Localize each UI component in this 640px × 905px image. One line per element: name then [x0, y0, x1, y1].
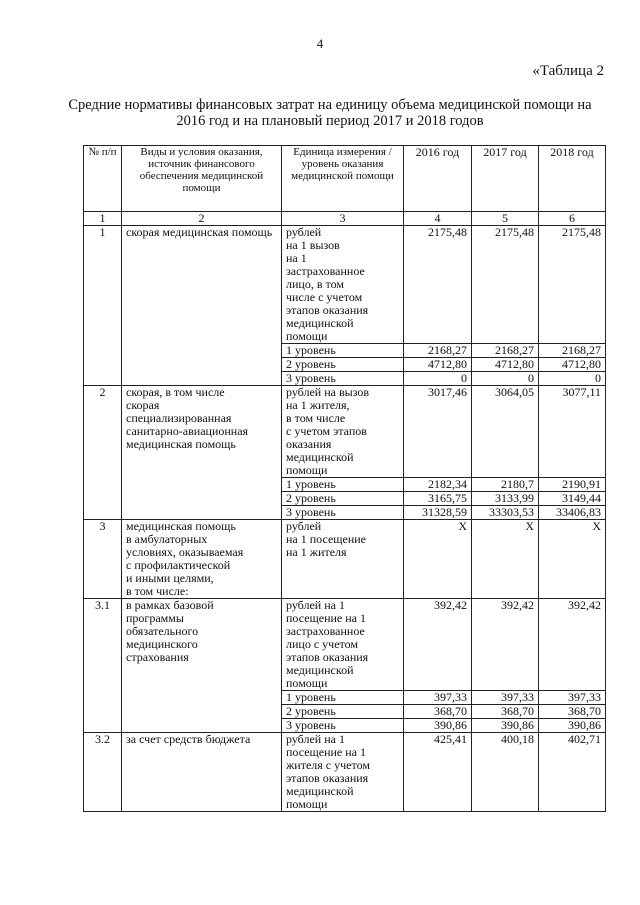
header-2017: 2017 год [472, 146, 539, 212]
level-value-2017: 0 [472, 372, 539, 386]
level-value-2016: 397,33 [404, 691, 472, 705]
level-value-2018: 2168,27 [539, 344, 606, 358]
care-type: за счет средств бюджета [122, 733, 282, 812]
header-2016: 2016 год [404, 146, 472, 212]
unit-of-measure: рублей на 1 вызов на 1 застрахованное лицо, в том числе с учетом этапов оказания медицинской помощи [282, 226, 404, 344]
level-value-2018: 397,33 [539, 691, 606, 705]
level-value-2016: 390,86 [404, 719, 472, 733]
value-2016: 2175,48 [404, 226, 472, 344]
value-2017: 392,42 [472, 599, 539, 691]
value-2017: 3064,05 [472, 386, 539, 478]
value-2016: X [404, 520, 472, 599]
level-value-2016: 2168,27 [404, 344, 472, 358]
level-value-2018: 4712,80 [539, 358, 606, 372]
level-value-2017: 4712,80 [472, 358, 539, 372]
level-value-2017: 397,33 [472, 691, 539, 705]
level-label: 2 уровень [282, 705, 404, 719]
level-label: 1 уровень [282, 691, 404, 705]
level-value-2016: 0 [404, 372, 472, 386]
level-label: 1 уровень [282, 344, 404, 358]
level-value-2016: 3165,75 [404, 492, 472, 506]
column-number: 6 [539, 212, 606, 226]
care-type: скорая медицинская помощь [122, 226, 282, 386]
level-value-2018: 33406,83 [539, 506, 606, 520]
unit-of-measure: рублей на 1 посещение на 1 жителя [282, 520, 404, 599]
table-row [84, 386, 606, 478]
level-value-2017: 33303,53 [472, 506, 539, 520]
norms-table [83, 145, 606, 812]
level-value-2016: 31328,59 [404, 506, 472, 520]
value-2018: 402,71 [539, 733, 606, 812]
level-value-2016: 2182,34 [404, 478, 472, 492]
column-number: 3 [282, 212, 404, 226]
table-row [84, 226, 606, 344]
level-label: 3 уровень [282, 372, 404, 386]
header-unit: Единица измерения / уровень оказания медицинской помощи [282, 146, 404, 212]
page-number: 4 [316, 36, 324, 51]
level-value-2018: 3149,44 [539, 492, 606, 506]
column-number: 1 [84, 212, 122, 226]
column-number: 2 [122, 212, 282, 226]
level-value-2017: 2168,27 [472, 344, 539, 358]
level-label: 1 уровень [282, 478, 404, 492]
column-number: 4 [404, 212, 472, 226]
value-2016: 392,42 [404, 599, 472, 691]
value-2018: 392,42 [539, 599, 606, 691]
value-2016: 425,41 [404, 733, 472, 812]
column-number: 5 [472, 212, 539, 226]
level-value-2017: 390,86 [472, 719, 539, 733]
level-value-2018: 368,70 [539, 705, 606, 719]
table-title: Средние нормативы финансовых затрат на единицу объема медицинской помощи на 2016 год и на плановый период 2017 и 2018 годов [68, 97, 592, 129]
header-row [84, 146, 606, 212]
table-row [84, 599, 606, 691]
care-type: в рамках базовой программы обязательного медицинского страхования [122, 599, 282, 733]
level-label: 3 уровень [282, 506, 404, 520]
header-number: № п/п [84, 146, 122, 212]
header-care-type: Виды и условия оказания, источник финансового обеспечения медицинской помощи [122, 146, 282, 212]
level-label: 2 уровень [282, 358, 404, 372]
value-2017: 2175,48 [472, 226, 539, 344]
column-number-row [84, 212, 606, 226]
row-number: 1 [84, 226, 122, 386]
level-value-2018: 390,86 [539, 719, 606, 733]
level-value-2018: 2190,91 [539, 478, 606, 492]
unit-of-measure: рублей на вызов на 1 жителя, в том числе с учетом этапов оказания медицинской помощи [282, 386, 404, 478]
value-2018: 3077,11 [539, 386, 606, 478]
value-2018: 2175,48 [539, 226, 606, 344]
level-value-2017: 3133,99 [472, 492, 539, 506]
value-2018: X [539, 520, 606, 599]
value-2016: 3017,46 [404, 386, 472, 478]
row-number: 3.1 [84, 599, 122, 733]
level-value-2016: 368,70 [404, 705, 472, 719]
level-label: 2 уровень [282, 492, 404, 506]
value-2017: X [472, 520, 539, 599]
row-number: 3.2 [84, 733, 122, 812]
care-type: скорая, в том числе скорая специализированная санитарно-авиационная медицинская помощь [122, 386, 282, 520]
value-2017: 400,18 [472, 733, 539, 812]
care-type: медицинская помощь в амбулаторных условиях, оказываемая с профилактической и иными целями, в том числе: [122, 520, 282, 599]
table-reference: «Таблица 2 [532, 63, 604, 79]
row-number: 3 [84, 520, 122, 599]
unit-of-measure: рублей на 1 посещение на 1 жителя с учетом этапов оказания медицинской помощи [282, 733, 404, 812]
unit-of-measure: рублей на 1 посещение на 1 застрахованное лицо с учетом этапов оказания медицинской помощи [282, 599, 404, 691]
level-value-2016: 4712,80 [404, 358, 472, 372]
header-2018: 2018 год [539, 146, 606, 212]
level-value-2018: 0 [539, 372, 606, 386]
table-row [84, 733, 606, 812]
level-label: 3 уровень [282, 719, 404, 733]
row-number: 2 [84, 386, 122, 520]
level-value-2017: 368,70 [472, 705, 539, 719]
level-value-2017: 2180,7 [472, 478, 539, 492]
table-row [84, 520, 606, 599]
